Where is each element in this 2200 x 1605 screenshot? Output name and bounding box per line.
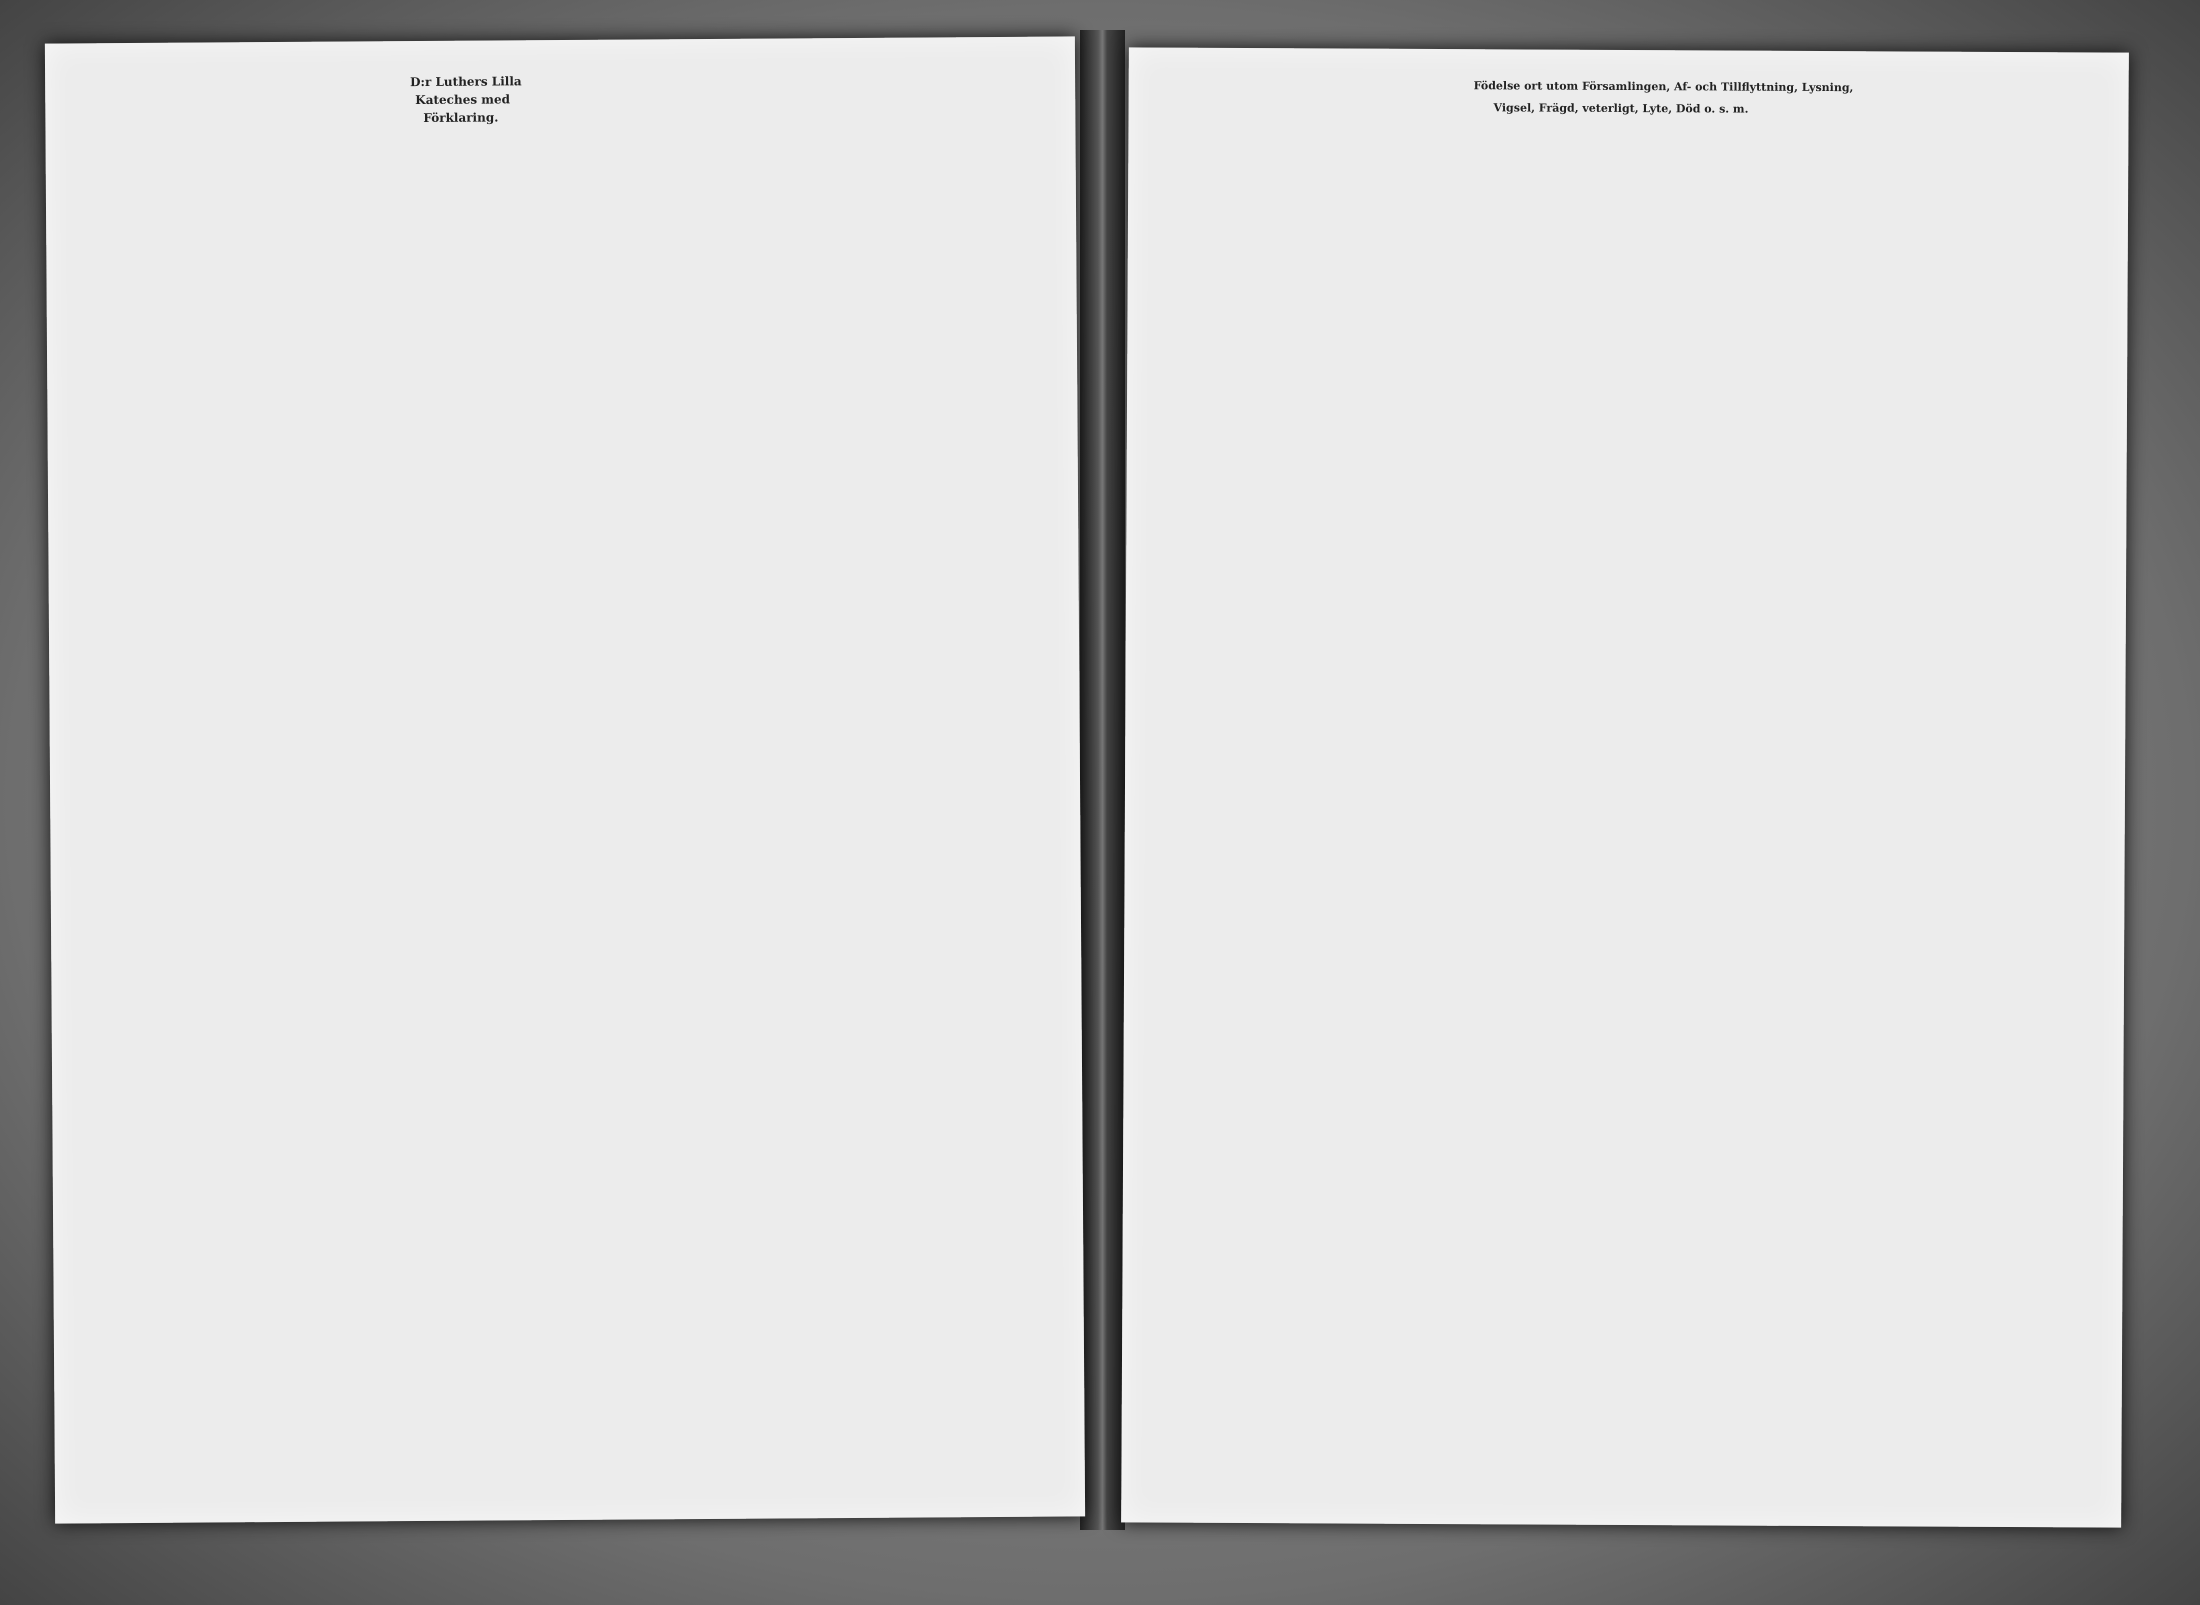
right-register-grid <box>1121 47 2129 1527</box>
right-page <box>1121 47 2129 1527</box>
notes-header: Födelse ort utom Församlingen, Af- och Tillflyttning, Lysning, <box>1473 79 1854 95</box>
left-page <box>45 36 1085 1523</box>
catechism-header-3: Förklaring. <box>423 110 499 125</box>
left-register-grid <box>45 36 1085 1523</box>
catechism-header: D:r Luthers Lilla <box>410 74 522 90</box>
book-gutter <box>1080 30 1125 1530</box>
notes-header-2: Vigsel, Frägd, veterligt, Lyte, Död o. s. m. <box>1493 101 1749 116</box>
catechism-header-2: Kateches med <box>415 92 511 108</box>
